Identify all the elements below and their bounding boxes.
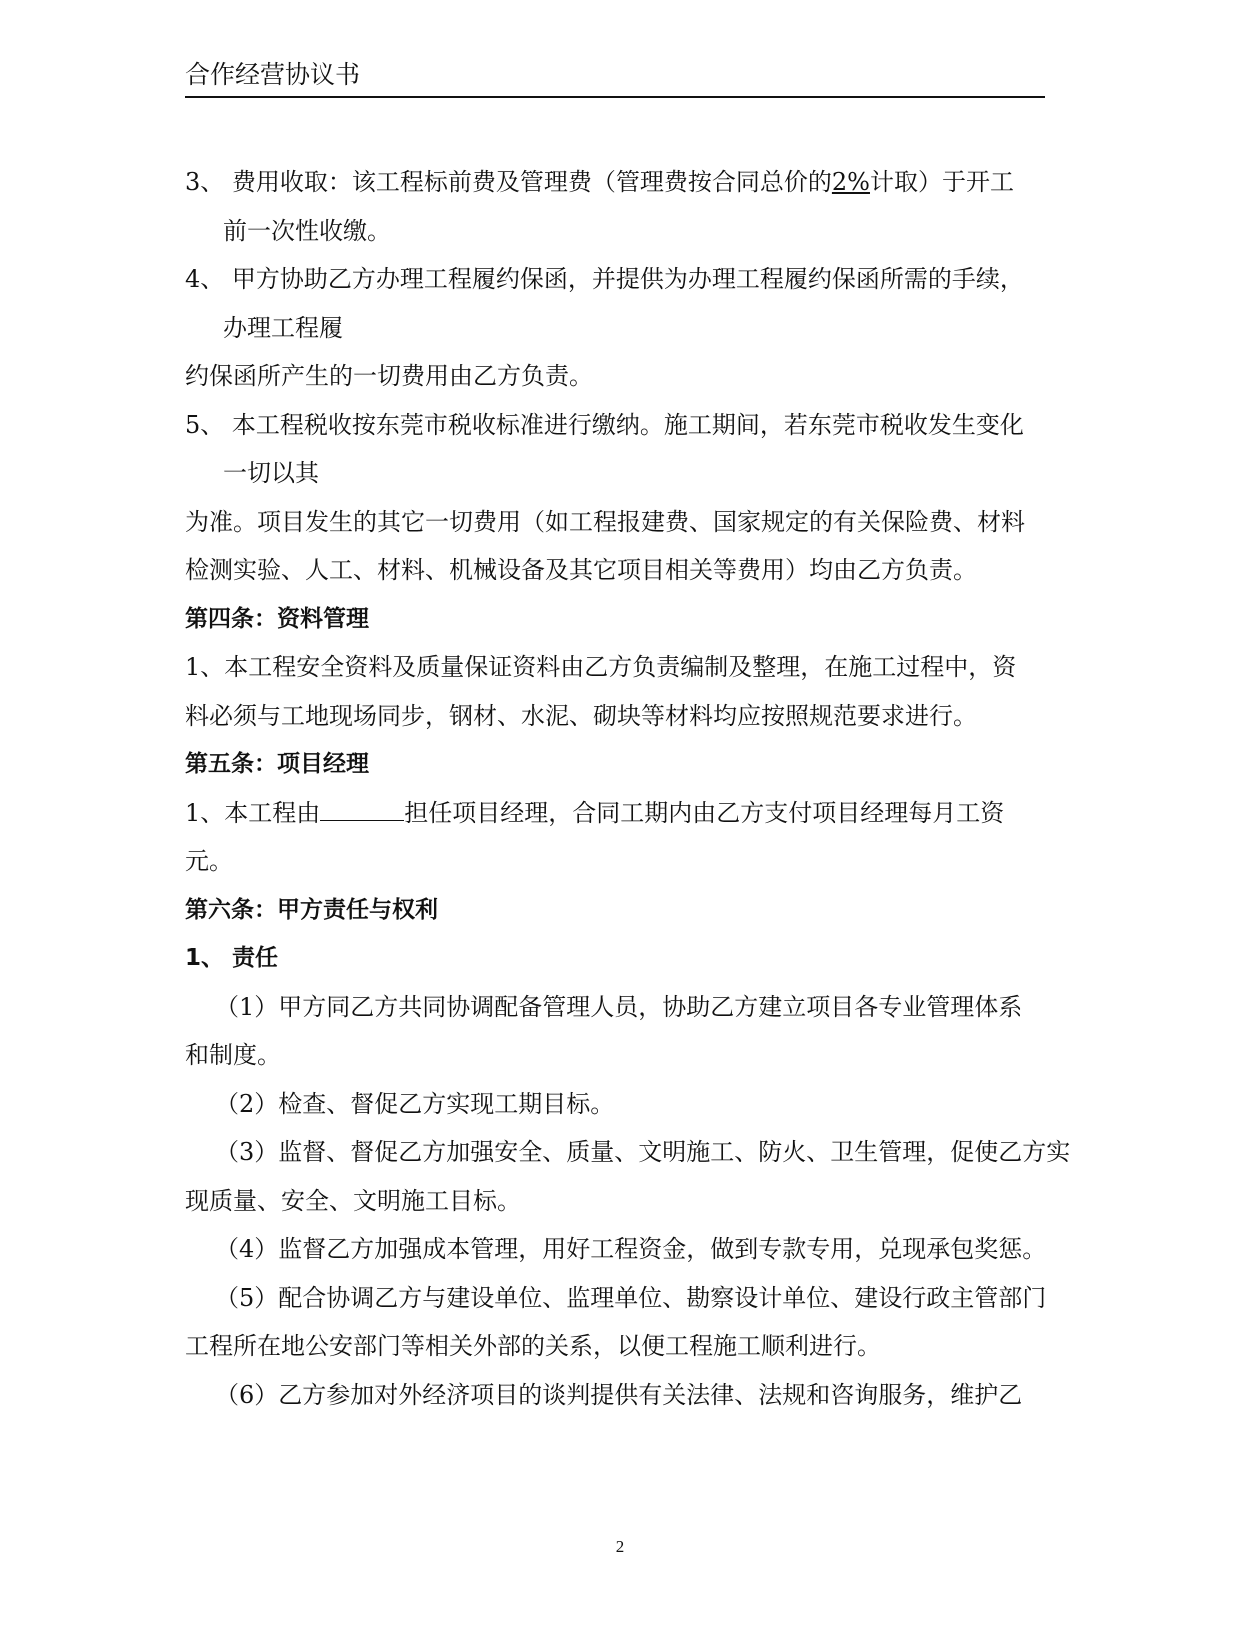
document-body (185, 164, 1071, 1425)
responsibility-3-line-2: 现质量、安全、文明施工目标。 (185, 1186, 521, 1215)
responsibility-5-line-1: （5）配合协调乙方与建设单位、监理单位、勘察设计单位、建设行政主管部门 (215, 1283, 1047, 1312)
header-title: 合作经营协议书 (185, 60, 361, 89)
page-number: 2 (615, 1537, 625, 1556)
document-header (185, 58, 1045, 98)
clause-4-line-3: 约保函所产生的一切费用由乙方负责。 (185, 362, 593, 390)
responsibility-3-line-1: （3）监督、督促乙方加强安全、质量、文明施工、防火、卫生管理，促使乙方实 (215, 1138, 1071, 1166)
responsibility-heading: 1、 责任 (185, 945, 279, 971)
responsibility-2: （2）检查、督促乙方实现工期目标。 (215, 1089, 615, 1118)
article-6-heading: 第六条：甲方责任与权利 (185, 896, 438, 923)
clause-3-line-2: 前一次性收缴。 (223, 216, 391, 245)
responsibility-1-line-1: （1）甲方同乙方共同协调配备管理人员，协助乙方建立项目各专业管理体系 (215, 992, 1023, 1021)
responsibility-4: （4）监督乙方加强成本管理，用好工程资金，做到专款专用，兑现承包奖惩。 (215, 1235, 1047, 1263)
fee-rate: 2% (831, 168, 870, 196)
responsibility-5-line-2: 工程所在地公安部门等相关外部的关系，以便工程施工顺利进行。 (185, 1332, 881, 1360)
project-manager-blank (320, 796, 404, 821)
clause-4-line-2: 办理工程履 (223, 313, 343, 342)
responsibility-1-line-2: 和制度。 (185, 1041, 281, 1069)
article-4-heading: 第四条：资料管理 (185, 605, 369, 632)
article-4-item-1-line-2: 料必须与工地现场同步，钢材、水泥、砌块等材料均应按照规范要求进行。 (185, 701, 977, 730)
clause-5-line-3: 为准。项目发生的其它一切费用（如工程报建费、国家规定的有关保险费、材料 (185, 507, 1025, 536)
article-5-heading: 第五条：项目经理 (185, 751, 369, 777)
responsibility-6-line-1: （6）乙方参加对外经济项目的谈判提供有关法律、法规和咨询服务，维护乙 (215, 1380, 1023, 1409)
clause-5-line-4: 检测实验、人工、材料、机械设备及其它项目相关等费用）均由乙方负责。 (185, 556, 977, 584)
clause-5-line-1: 5、 本工程税收按东莞市税收标准进行缴纳。施工期间，若东莞市税收发生变化 (185, 410, 1024, 439)
article-5-item-1-line-2: 元。 (185, 847, 233, 875)
clause-4-line-1: 4、 甲方协助乙方办理工程履约保函，并提供为办理工程履约保函所需的手续， (185, 265, 1024, 293)
clause-3-line-1: 3、 费用收取：该工程标前费及管理费（管理费按合同总价的2%计取）于开工 (185, 168, 1014, 196)
article-5-item-1-line-1: 1、本工程由 担任项目经理，合同工期内由乙方支付项目经理每月工资 (185, 795, 1047, 844)
clause-5-line-2: 一切以其 (223, 459, 319, 487)
article-4-item-1-line-1: 1、本工程安全资料及质量保证资料由乙方负责编制及整理，在施工过程中，资 (185, 653, 1017, 681)
